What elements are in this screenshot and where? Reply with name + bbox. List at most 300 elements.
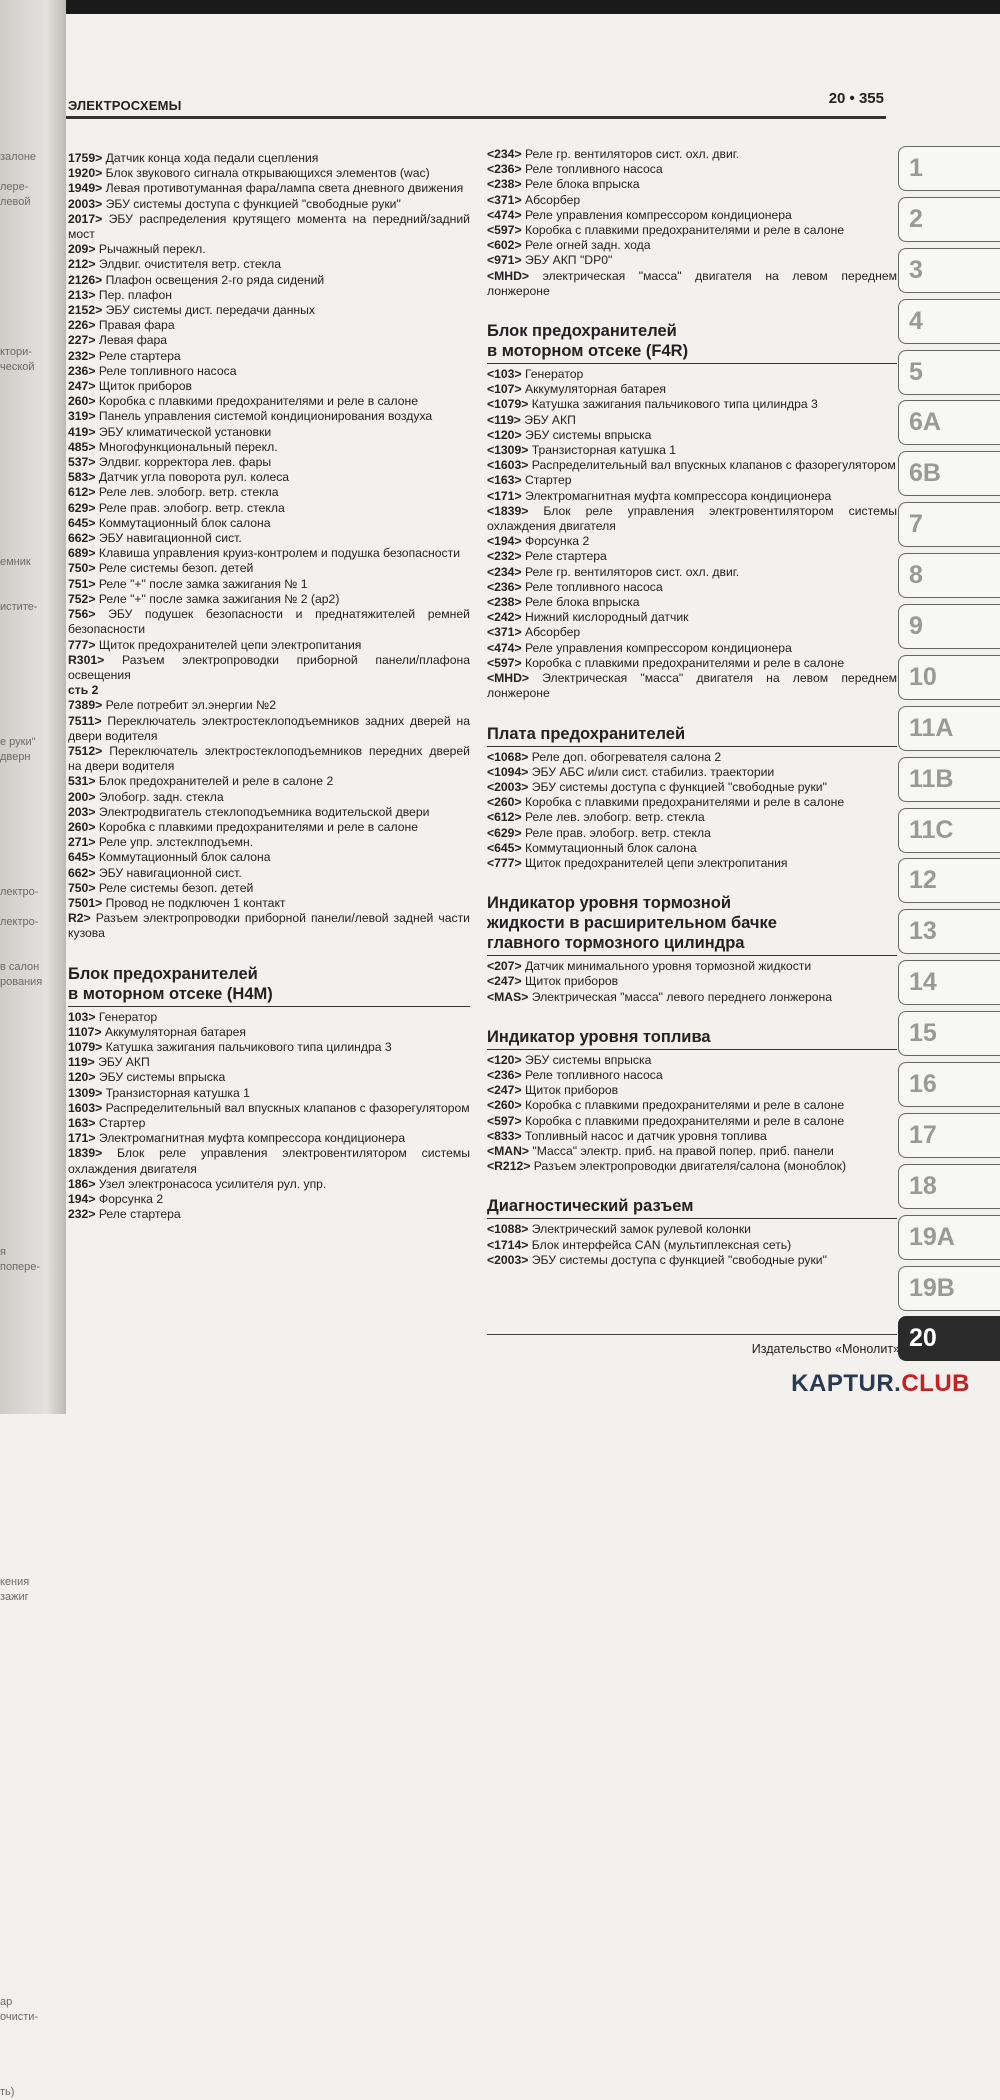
component-description: Реле прав. элобогр. ветр. стекла xyxy=(521,825,711,840)
component-description: ЭБУ подушек безопасности и преднатяжителей ремней безопасности xyxy=(68,607,470,637)
fragment-line xyxy=(0,1560,60,1575)
fragment-line xyxy=(0,795,60,810)
chapter-tab-18[interactable]: 18 xyxy=(898,1164,1000,1209)
fragment-line xyxy=(0,1320,60,1335)
list-item xyxy=(68,607,470,637)
list-item xyxy=(487,1129,897,1144)
component-code: <1088> xyxy=(487,1222,529,1237)
list-item xyxy=(487,1068,897,1083)
component-description: Реле гр. вентиляторов сист. охл. двиг. xyxy=(521,564,740,579)
heading-line: Индикатор уровня тормозной xyxy=(487,894,731,913)
fragment-line: ар xyxy=(0,1996,13,2008)
component-code: 2152> xyxy=(68,303,103,318)
component-description: ЭБУ АКП xyxy=(520,412,576,427)
component-code: 1079> xyxy=(68,1039,103,1054)
fragment-line xyxy=(0,855,60,870)
fragment-line xyxy=(0,1605,60,1620)
component-description: Форсунка 2 xyxy=(95,1192,164,1206)
fragment-line xyxy=(0,2040,60,2055)
fragment-line xyxy=(0,315,60,330)
component-description: Левая фара xyxy=(95,333,168,348)
component-code: 7512> xyxy=(68,743,103,758)
component-description: Разъем электропроводки приборной панели/плафона освещения xyxy=(68,652,470,682)
fragment-line xyxy=(0,690,60,705)
component-description: Реле блока впрыска xyxy=(521,177,640,192)
list-item xyxy=(68,820,470,835)
fragment-line xyxy=(0,1635,60,1650)
component-code: 119> xyxy=(68,1055,95,1070)
list-item xyxy=(487,413,897,428)
fragment-line: в салон xyxy=(0,961,40,973)
chapter-tab-20[interactable]: 20 xyxy=(898,1316,1000,1361)
list-item xyxy=(68,592,470,607)
component-code: <597> xyxy=(487,1113,522,1128)
component-code: <1068> xyxy=(487,749,529,764)
fragment-line xyxy=(0,1845,60,1860)
list-item xyxy=(487,238,897,253)
component-code: 186> xyxy=(68,1176,96,1191)
fragment-line xyxy=(0,210,60,225)
list-item xyxy=(68,1131,470,1146)
chapter-tab-11b[interactable]: 11B xyxy=(898,757,1000,802)
component-description: Реле топливного насоса xyxy=(521,1067,663,1082)
component-code: 1309> xyxy=(68,1085,103,1100)
component-description: Коробка с плавкими предохранителями и реле в салоне xyxy=(95,819,418,834)
previous-page-fragments xyxy=(0,150,60,2100)
list-item xyxy=(487,856,897,871)
component-description: Реле лев. элобогр. ветр. стекла xyxy=(521,810,705,825)
heading-line: в моторном отсеке (H4M) xyxy=(68,984,273,1003)
component-description: Реле стартера xyxy=(95,1207,181,1222)
list-item xyxy=(487,765,897,780)
fragment-line: лектро- xyxy=(0,916,39,928)
list-item xyxy=(487,549,897,564)
chapter-tab-7[interactable]: 7 xyxy=(898,502,1000,547)
chapter-tab-2[interactable]: 2 xyxy=(898,197,1000,242)
list-item xyxy=(487,641,897,656)
fragment-line xyxy=(0,1740,60,1755)
component-description: ЭБУ системы доступа с функцией "свободные руки" xyxy=(528,1252,827,1267)
chapter-tab-17[interactable]: 17 xyxy=(898,1113,1000,1158)
fragment-line xyxy=(0,945,60,960)
component-code: <MHD> xyxy=(487,671,529,686)
section-list xyxy=(487,1222,897,1268)
fragment-line xyxy=(0,1710,60,1725)
chapter-tabs xyxy=(898,146,1000,1367)
list-item xyxy=(68,683,470,698)
component-code: 103> xyxy=(68,1009,96,1024)
component-code: <833> xyxy=(487,1128,522,1143)
component-description: Электромагнитная муфта компрессора кондиционера xyxy=(95,1131,406,1146)
component-code: <120> xyxy=(487,1052,522,1067)
fragment-line xyxy=(0,1440,60,1455)
component-description: Реле управления компрессором кондиционера xyxy=(521,207,792,222)
list-item xyxy=(68,242,470,257)
component-code: <777> xyxy=(487,855,522,870)
component-description: Генератор xyxy=(521,367,584,382)
heading-line: Блок предохранителей xyxy=(68,964,258,983)
component-code: <247> xyxy=(487,974,522,989)
list-item xyxy=(68,911,470,941)
component-code: <1309> xyxy=(487,443,529,458)
fragment-line xyxy=(0,435,60,450)
component-description: Электрический замок рулевой колонки xyxy=(528,1222,751,1237)
component-code: <236> xyxy=(487,1067,522,1082)
list-item xyxy=(68,866,470,881)
component-code: <234> xyxy=(487,147,522,161)
right-sections xyxy=(487,299,897,1268)
section-heading xyxy=(487,1027,897,1050)
list-item xyxy=(68,501,470,516)
fragment-line xyxy=(0,810,60,825)
list-item xyxy=(68,1086,470,1101)
component-description: ЭБУ распределения крутящего момента на передний/задний мост xyxy=(68,211,470,242)
component-code: 200> xyxy=(68,789,96,804)
list-item xyxy=(487,1159,897,1174)
list-item xyxy=(68,303,470,318)
component-description: Стартер xyxy=(95,1115,146,1130)
component-code: 7501> xyxy=(68,895,103,910)
list-item xyxy=(68,774,470,789)
fragment-line xyxy=(0,1515,60,1530)
component-code: 645> xyxy=(68,515,96,530)
section-title: ЭЛЕКТРОСХЕМЫ xyxy=(68,98,182,113)
list-item xyxy=(487,428,897,443)
component-description: Пер. плафон xyxy=(95,287,172,302)
component-code: <171> xyxy=(487,488,522,503)
fragment-line xyxy=(0,405,60,420)
component-description: Элдвиг. корректора лев. фары xyxy=(95,455,272,470)
list-item xyxy=(487,1098,897,1113)
left-list xyxy=(68,151,470,942)
section-list xyxy=(487,750,897,872)
component-description: Транзисторная катушка 1 xyxy=(102,1085,250,1100)
component-code: 485> xyxy=(68,439,96,454)
list-item xyxy=(487,795,897,810)
component-code: <234> xyxy=(487,564,522,579)
fragment-line xyxy=(0,930,60,945)
fragment-line: зажиг xyxy=(0,1591,29,1603)
list-item xyxy=(68,394,470,409)
chapter-tab-11a[interactable]: 11A xyxy=(898,706,1000,751)
fragment-line xyxy=(0,1875,60,1890)
component-description: Реле потребит эл.энергии №2 xyxy=(102,698,276,713)
fragment-line xyxy=(0,225,60,240)
component-description: Щиток предохранителей цепи электропитания xyxy=(521,855,788,870)
component-description: Генератор xyxy=(95,1009,158,1024)
component-code: <107> xyxy=(487,382,522,397)
fragment-line xyxy=(0,675,60,690)
heading-line: жидкости в расширительном бачке xyxy=(487,914,777,933)
list-item xyxy=(68,638,470,653)
list-item xyxy=(68,257,470,272)
chapter-tab-6a[interactable]: 6A xyxy=(898,400,1000,445)
list-item xyxy=(68,151,470,166)
list-item xyxy=(68,1010,470,1025)
list-item xyxy=(487,1144,897,1159)
list-item xyxy=(487,147,897,162)
list-item xyxy=(68,181,470,196)
component-description: Щиток предохранителей цепи электропитания xyxy=(95,637,362,652)
component-description: ЭБУ навигационной сист. xyxy=(95,531,242,546)
fragment-line xyxy=(0,1200,60,1215)
fragment-line xyxy=(0,780,60,795)
list-item xyxy=(487,671,897,701)
chapter-tab-9[interactable]: 9 xyxy=(898,604,1000,649)
list-item xyxy=(487,473,897,488)
component-description: ЭБУ системы впрыска xyxy=(95,1070,226,1085)
component-description: Реле прав. элобогр. ветр. стекла xyxy=(95,500,285,515)
list-item xyxy=(487,656,897,671)
list-item xyxy=(68,212,470,242)
component-description: Реле доп. обогревателя салона 2 xyxy=(528,749,722,764)
previous-page-edge xyxy=(0,0,66,2098)
fragment-line: я xyxy=(0,1246,6,1258)
component-description: Датчик конца хода педали сцепления xyxy=(102,151,319,165)
fragment-line xyxy=(0,1005,60,1020)
fragment-line xyxy=(0,1485,60,1500)
component-description: Распределительный вал впускных клапанов с фазорегулятором xyxy=(528,458,896,473)
component-description: Клавиша управления круиз-контролем и подушка безопасности xyxy=(95,546,461,561)
component-description: Абсорбер xyxy=(521,192,581,207)
chapter-tab-19a[interactable]: 19A xyxy=(898,1215,1000,1260)
chapter-tab-16[interactable]: 16 xyxy=(898,1062,1000,1107)
component-code: 203> xyxy=(68,804,96,819)
list-item xyxy=(68,318,470,333)
fragment-line xyxy=(0,840,60,855)
component-code: <1094> xyxy=(487,764,529,779)
fragment-line: залоне xyxy=(0,151,37,163)
component-description: Щиток приборов xyxy=(521,1083,619,1098)
fragment-line xyxy=(0,900,60,915)
list-item xyxy=(68,1192,470,1207)
fragment-line xyxy=(0,1380,60,1395)
chapter-tab-10[interactable]: 10 xyxy=(898,655,1000,700)
component-code: 1759> xyxy=(68,151,103,165)
chapter-tab-1[interactable]: 1 xyxy=(898,146,1000,191)
component-description: Узел электронасоса усилителя рул. упр. xyxy=(95,1176,327,1191)
list-item xyxy=(68,455,470,470)
heading-line: в моторном отсеке (F4R) xyxy=(487,342,689,361)
fragment-line xyxy=(0,1800,60,1815)
section-heading xyxy=(487,321,897,364)
list-item xyxy=(68,881,470,896)
component-code: <371> xyxy=(487,625,522,640)
fragment-line xyxy=(0,330,60,345)
list-item xyxy=(487,162,897,177)
component-description: электрическая "масса" двигателя на левом переднем лонжероне xyxy=(487,268,897,298)
component-code: <232> xyxy=(487,549,522,564)
fragment-line: емник xyxy=(0,556,31,568)
component-description: Коробка с плавкими предохранителями и реле в салоне xyxy=(521,1113,845,1128)
component-description: Реле "+" после замка зажигания № 2 (ар2) xyxy=(95,591,340,606)
list-item xyxy=(68,288,470,303)
fragment-line xyxy=(0,165,60,180)
component-description: Щиток приборов xyxy=(95,379,192,394)
list-item xyxy=(68,470,470,485)
component-code: <971> xyxy=(487,253,522,268)
component-description: ЭБУ системы впрыска xyxy=(521,1052,652,1067)
fragment-line xyxy=(0,375,60,390)
list-item xyxy=(487,1114,897,1129)
list-item xyxy=(487,223,897,238)
component-code: <602> xyxy=(487,238,522,253)
component-description: Реле лев. элобогр. ветр. стекла xyxy=(95,485,279,500)
component-description: Коробка с плавкими предохранителями и реле в салоне xyxy=(95,394,418,409)
component-description: ЭБУ системы дист. передачи данных xyxy=(102,303,316,318)
fragment-line xyxy=(0,1110,60,1125)
component-code: 612> xyxy=(68,485,96,500)
fragment-line xyxy=(0,1410,60,1425)
list-item xyxy=(68,333,470,348)
chapter-tab-4[interactable]: 4 xyxy=(898,299,1000,344)
heading-line: Плата предохранителей xyxy=(487,724,686,743)
component-description: Реле топливного насоса xyxy=(521,162,663,177)
component-description: Коммутационный блок салона xyxy=(521,840,697,855)
list-item xyxy=(487,1253,897,1268)
list-item xyxy=(487,443,897,458)
component-code: <597> xyxy=(487,223,522,238)
fragment-line xyxy=(0,1890,60,1905)
component-description: Распределительный вал впускных клапанов с фазорегулятором xyxy=(102,1100,470,1115)
component-code: 583> xyxy=(68,470,96,485)
chapter-tab-3[interactable]: 3 xyxy=(898,248,1000,293)
list-item xyxy=(487,367,897,382)
fragment-line xyxy=(0,1725,60,1740)
chapter-tab-19b[interactable]: 19B xyxy=(898,1266,1000,1311)
list-item xyxy=(487,750,897,765)
chapter-tab-5[interactable]: 5 xyxy=(898,350,1000,395)
chapter-tab-11c[interactable]: 11C xyxy=(898,808,1000,853)
component-description: Щиток приборов xyxy=(521,974,619,989)
fragment-line xyxy=(0,510,60,525)
fragment-line xyxy=(0,1815,60,1830)
component-code: 2003> xyxy=(68,196,103,211)
component-code: R2> xyxy=(68,911,91,926)
list-item xyxy=(68,379,470,394)
component-code: <236> xyxy=(487,162,522,177)
fragment-line xyxy=(0,645,60,660)
list-item xyxy=(68,1101,470,1116)
component-description: Рычажный перекл. xyxy=(95,242,206,257)
list-item xyxy=(68,1055,470,1070)
component-code: 209> xyxy=(68,242,96,257)
list-item xyxy=(68,850,470,865)
list-item xyxy=(487,208,897,223)
chapter-tab-13[interactable]: 13 xyxy=(898,909,1000,954)
component-code: 750> xyxy=(68,561,96,576)
fragment-line xyxy=(0,990,60,1005)
watermark-part: KAPTUR. xyxy=(791,1370,902,1397)
component-description: Блок реле управления электровентилятором системы охлаждения двигателя xyxy=(487,503,897,534)
component-description: Реле топливного насоса xyxy=(95,363,237,378)
component-code: 1107> xyxy=(68,1024,102,1039)
component-code: <612> xyxy=(487,810,522,825)
footer-divider xyxy=(487,1334,897,1335)
fragment-line xyxy=(0,1470,60,1485)
fragment-line xyxy=(0,1950,60,1965)
list-item xyxy=(68,714,470,744)
section-heading xyxy=(487,724,897,747)
component-description: Реле стартера xyxy=(95,348,181,363)
component-code: <238> xyxy=(487,595,522,610)
component-code: 194> xyxy=(68,1192,96,1206)
component-code: <474> xyxy=(487,207,522,222)
fragment-line xyxy=(0,570,60,585)
fragment-line xyxy=(0,1365,60,1380)
list-item xyxy=(487,959,897,974)
component-description: Абсорбер xyxy=(521,625,581,640)
fragment-line: кения xyxy=(0,1576,30,1588)
component-description: Реле блока впрыска xyxy=(521,595,640,610)
chapter-tab-15[interactable]: 15 xyxy=(898,1011,1000,1056)
chapter-tab-8[interactable]: 8 xyxy=(898,553,1000,598)
fragment-line: ть) xyxy=(0,2086,15,2098)
component-code: 171> xyxy=(68,1131,96,1146)
component-description: Коробка с плавкими предохранителями и реле в салоне xyxy=(521,1098,845,1113)
fragment-line: е руки" xyxy=(0,736,36,748)
scan-top-edge xyxy=(0,0,1000,14)
fragment-line xyxy=(0,1650,60,1665)
heading-line: Индикатор уровня топлива xyxy=(487,1027,711,1046)
list-item xyxy=(68,1177,470,1192)
component-description: Блок звукового сигнала открывающихся элементов (wac) xyxy=(102,166,430,181)
section-heading xyxy=(487,1196,897,1219)
component-description: "Масса" электр. приб. на правой попер. приб. панели xyxy=(529,1143,834,1158)
list-item xyxy=(68,273,470,288)
component-code: 7511> xyxy=(68,713,102,728)
fragment-line: ческой xyxy=(0,361,35,373)
fragment-line xyxy=(0,1185,60,1200)
fragment-line xyxy=(0,765,60,780)
right-top-list xyxy=(487,147,897,299)
component-code: 260> xyxy=(68,394,96,409)
chapter-tab-14[interactable]: 14 xyxy=(898,960,1000,1005)
component-code: 756> xyxy=(68,607,96,622)
chapter-tab-6b[interactable]: 6B xyxy=(898,451,1000,496)
component-code: 1949> xyxy=(68,181,103,196)
fragment-line xyxy=(0,1290,60,1305)
fragment-line xyxy=(0,1755,60,1770)
list-item xyxy=(487,974,897,989)
component-description: Реле стартера xyxy=(521,549,607,564)
component-code: 752> xyxy=(68,591,96,606)
list-item xyxy=(487,1238,897,1253)
component-code: 689> xyxy=(68,546,96,561)
component-code: 319> xyxy=(68,409,96,424)
list-item xyxy=(487,1053,897,1068)
fragment-line xyxy=(0,1215,60,1230)
chapter-tab-12[interactable]: 12 xyxy=(898,858,1000,903)
list-item xyxy=(68,1207,470,1222)
fragment-line xyxy=(0,1500,60,1515)
list-item xyxy=(487,269,897,299)
component-code: <260> xyxy=(487,1098,522,1113)
fragment-line xyxy=(0,390,60,405)
fragment-line xyxy=(0,540,60,555)
component-code: <260> xyxy=(487,795,522,810)
fragment-line xyxy=(0,1905,60,1920)
fragment-line xyxy=(0,1020,60,1035)
component-description: ЭБУ системы впрыска xyxy=(521,427,652,442)
list-item xyxy=(68,1025,470,1040)
component-code: 537> xyxy=(68,455,96,470)
component-description: Переключатель электростеклоподъемников передних дверей на двери водителя xyxy=(68,743,470,774)
component-description: Реле гр. вентиляторов сист. охл. двиг. xyxy=(521,147,740,161)
fragment-line xyxy=(0,1770,60,1785)
fragment-line xyxy=(0,1860,60,1875)
heading-line: Диагностический разъем xyxy=(487,1197,694,1216)
